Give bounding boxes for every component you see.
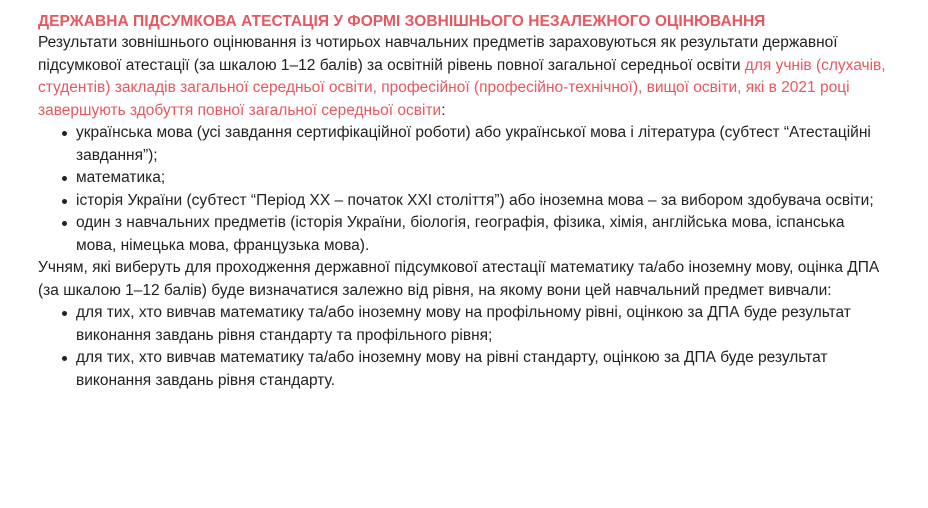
intro-text: Результати зовнішнього оцінювання із чотирьох навчальних предметів зараховуються як результати державної підсумкової атестації (за шкалою 1–12 балів) за освітній рівень повної загальної середньої освіти (38, 34, 838, 74)
list-item: один з навчальних предметів (історія України, біологія, географія, фізика, хімія, англійська мова, іспанська мова, німецька мова, французька мова). (76, 212, 888, 257)
intro-highlight: для учнів (слухачів, студентів) закладів загальної середньої освіти, професійної (професійно-технічної), вищої освіти, які в 2021 році завершують здобуття повної загальної середньої освіти (38, 56, 886, 119)
dpa-paragraph: Учням, які виберуть для проходження державної підсумкової атестації математику та/або іноземну мову, оцінка ДПА (за шкалою 1–12 балів) буде визначатися залежно від рівня, на якому вони цей навчальний предмет вивчали: (38, 259, 880, 299)
subjects-list (38, 122, 888, 257)
list-item: математика; (76, 167, 888, 190)
list-item: для тих, хто вивчав математику та/або іноземну мову на профільному рівні, оцінкою за ДПА буде результат виконання завдань рівня стандарту та профільного рівня; (76, 302, 888, 347)
page-title: ДЕРЖАВНА ПІДСУМКОВА АТЕСТАЦІЯ У ФОРМІ ЗОВНІШНЬОГО НЕЗАЛЕЖНОГО ОЦІНЮВАННЯ (38, 13, 766, 30)
list-item: українська мова (усі завдання сертифікаційної роботи) або української мова і література (субтест “Атестаційні завдання”); (76, 122, 888, 167)
list-item: для тих, хто вивчав математику та/або іноземну мову на рівні стандарту, оцінкою за ДПА буде результат виконання завдань рівня стандарту. (76, 347, 888, 392)
intro-colon: : (441, 101, 446, 119)
levels-list (38, 302, 888, 392)
list-item: історія України (субтест “Період ХХ – початок ХХІ століття”) або іноземна мова – за вибором здобувача освіти; (76, 190, 888, 213)
intro-paragraph (38, 32, 888, 122)
